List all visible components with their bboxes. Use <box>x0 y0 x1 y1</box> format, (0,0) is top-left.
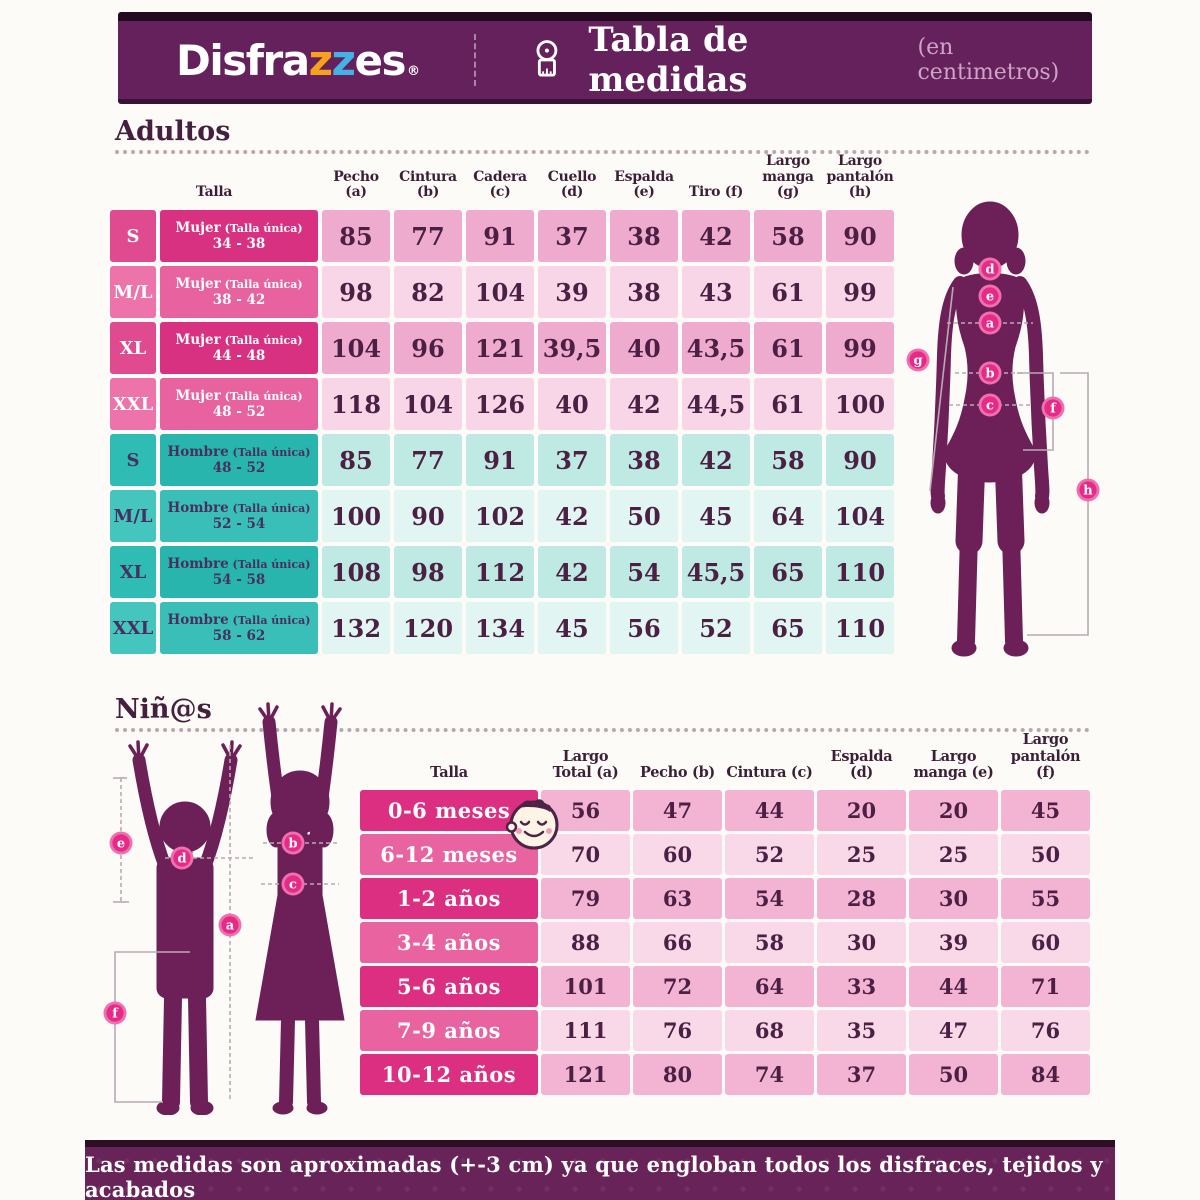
measurement-value: 39 <box>538 266 606 318</box>
measurement-value: 61 <box>754 322 822 374</box>
svg-text:d: d <box>985 262 995 278</box>
measurement-value: 39,5 <box>538 322 606 374</box>
measurement-value: 35 <box>817 1010 906 1051</box>
measurement-value: 84 <box>1001 1054 1090 1095</box>
measurement-value: 33 <box>817 966 906 1007</box>
size-group: Hombre <box>167 499 229 516</box>
measurement-value: 66 <box>633 922 722 963</box>
measurement-value: 79 <box>541 878 630 919</box>
measurement-value: 121 <box>541 1054 630 1095</box>
size-range: 54 - 58 <box>212 572 266 588</box>
measurement-value: 52 <box>725 834 814 875</box>
svg-text:g: g <box>913 353 923 369</box>
size-note: (Talla única) <box>228 613 311 627</box>
size-group-line <box>168 612 311 628</box>
age-label-cell: 1-2 años <box>360 878 538 919</box>
size-cell: M/L <box>110 266 156 318</box>
measurement-value: 110 <box>826 546 894 598</box>
measurement-value: 76 <box>1001 1010 1090 1051</box>
measurement-value: 42 <box>682 210 750 262</box>
footer-note-bar <box>85 1140 1115 1200</box>
measurement-value: 110 <box>826 602 894 654</box>
size-cell: XL <box>110 322 156 374</box>
measurement-value: 68 <box>725 1010 814 1051</box>
measurement-value: 40 <box>610 322 678 374</box>
svg-text:f: f <box>1050 401 1056 417</box>
measurement-value: 77 <box>394 434 462 486</box>
measurement-value: 52 <box>682 602 750 654</box>
size-range: 38 - 42 <box>212 292 266 308</box>
brand-z2: z <box>331 35 355 85</box>
measurement-value: 20 <box>817 790 906 831</box>
kids-size-table <box>360 731 1090 1095</box>
size-group-line <box>175 276 302 292</box>
measurement-value: 40 <box>538 378 606 430</box>
measurement-value: 45 <box>538 602 606 654</box>
measurement-value: 56 <box>610 602 678 654</box>
measurement-value: 132 <box>322 602 390 654</box>
header-bar <box>118 12 1092 104</box>
measurement-value: 90 <box>826 210 894 262</box>
column-header: Largo manga (g) <box>762 152 814 201</box>
measurement-value: 30 <box>909 878 998 919</box>
measurement-value: 50 <box>909 1054 998 1095</box>
measurement-value: 54 <box>610 546 678 598</box>
measure-badge-waist <box>979 362 1002 385</box>
size-label-cell <box>160 266 318 318</box>
size-group-line <box>168 500 311 516</box>
measurement-value: 42 <box>610 378 678 430</box>
measure-badge-sleeve <box>907 349 930 372</box>
measure-badge-chest <box>979 312 1002 335</box>
measurement-value: 25 <box>909 834 998 875</box>
measurement-value: 38 <box>610 210 678 262</box>
measurement-value: 63 <box>633 878 722 919</box>
measure-badge-back <box>979 285 1002 308</box>
measurement-value: 104 <box>826 490 894 542</box>
baby-face-icon <box>505 794 563 852</box>
size-cell: S <box>110 434 156 486</box>
size-range: 48 - 52 <box>212 460 266 476</box>
measurement-value: 85 <box>322 434 390 486</box>
measurement-value: 55 <box>1001 878 1090 919</box>
measurement-value: 43 <box>682 266 750 318</box>
measurement-value: 50 <box>610 490 678 542</box>
kids-badge-chest <box>282 832 305 855</box>
svg-text:b: b <box>288 836 298 852</box>
size-group: Hombre <box>167 611 229 628</box>
column-header: Espalda (d) <box>830 747 893 781</box>
measurement-value: 134 <box>466 602 534 654</box>
measurement-value: 44,5 <box>682 378 750 430</box>
measure-badge-rise <box>1042 397 1065 420</box>
svg-text:c: c <box>986 398 994 414</box>
measurement-value: 85 <box>322 210 390 262</box>
column-header: Cadera (c) <box>473 168 527 201</box>
size-note: (Talla única) <box>220 389 303 403</box>
measurement-value: 98 <box>322 266 390 318</box>
measurement-value: 37 <box>538 434 606 486</box>
measurement-value: 71 <box>1001 966 1090 1007</box>
measurement-value: 82 <box>394 266 462 318</box>
age-label-cell: 3-4 años <box>360 922 538 963</box>
size-label-cell <box>160 602 318 654</box>
kids-badge-sleeve <box>110 832 133 855</box>
svg-text:d: d <box>177 851 187 867</box>
measure-badge-hip <box>979 394 1002 417</box>
column-header: Largo pantalón (h) <box>826 152 894 201</box>
measurement-value: 112 <box>466 546 534 598</box>
age-label-cell: 5-6 años <box>360 966 538 1007</box>
size-label-cell <box>160 210 318 262</box>
measurement-value: 45 <box>1001 790 1090 831</box>
measurement-value: 70 <box>541 834 630 875</box>
measurement-value: 102 <box>466 490 534 542</box>
size-note: (Talla única) <box>220 221 303 235</box>
brand-z1: z <box>308 35 332 85</box>
header-divider <box>474 34 476 86</box>
column-header: Cuello (d) <box>547 168 597 201</box>
measurement-value: 60 <box>1001 922 1090 963</box>
measurement-value: 43,5 <box>682 322 750 374</box>
size-group: Hombre <box>167 555 229 572</box>
size-range: 58 - 62 <box>212 628 266 644</box>
measurement-value: 42 <box>538 490 606 542</box>
measurement-value: 20 <box>909 790 998 831</box>
size-note: (Talla única) <box>220 277 303 291</box>
size-range: 34 - 38 <box>212 236 266 252</box>
measurement-value: 98 <box>394 546 462 598</box>
measurement-value: 58 <box>754 434 822 486</box>
registered-mark: ® <box>406 63 419 79</box>
size-label-cell <box>160 378 318 430</box>
svg-text:a: a <box>985 316 995 332</box>
size-label-cell <box>160 546 318 598</box>
measurement-value: 90 <box>826 434 894 486</box>
size-note: (Talla única) <box>228 557 311 571</box>
size-range: 48 - 52 <box>212 404 266 420</box>
size-note: (Talla única) <box>228 445 311 459</box>
measurement-value: 28 <box>817 878 906 919</box>
measurement-value: 50 <box>1001 834 1090 875</box>
measurement-value: 96 <box>394 322 462 374</box>
size-label-cell <box>160 490 318 542</box>
measurement-value: 45 <box>682 490 750 542</box>
size-cell: XL <box>110 546 156 598</box>
column-header: Talla <box>430 763 468 781</box>
size-group-line <box>168 556 311 572</box>
adults-section-heading <box>115 116 1090 154</box>
size-cell: M/L <box>110 490 156 542</box>
measurement-value: 64 <box>754 490 822 542</box>
age-label-cell: 10-12 años <box>360 1054 538 1095</box>
measurement-value: 39 <box>909 922 998 963</box>
measurement-value: 91 <box>466 210 534 262</box>
measure-badge-neck <box>979 258 1002 281</box>
size-note: (Talla única) <box>228 501 311 515</box>
dotted-divider <box>115 150 1090 154</box>
measurement-value: 58 <box>754 210 822 262</box>
column-header: Largo pantalón (f) <box>1010 731 1081 781</box>
column-header: Pecho (a) <box>333 168 379 201</box>
size-cell: XXL <box>110 602 156 654</box>
page-title: Tabla de medidas <box>588 20 749 100</box>
measurement-value: 76 <box>633 1010 722 1051</box>
measurement-value: 38 <box>610 266 678 318</box>
measurement-value: 44 <box>909 966 998 1007</box>
size-label-cell <box>160 434 318 486</box>
age-label-cell: 7-9 años <box>360 1010 538 1051</box>
svg-text:e: e <box>116 836 126 852</box>
measurement-value: 65 <box>754 602 822 654</box>
measurement-value: 77 <box>394 210 462 262</box>
measurement-value: 126 <box>466 378 534 430</box>
measurement-value: 100 <box>826 378 894 430</box>
kids-title: Niñ@s <box>115 694 212 725</box>
adult-body-silhouette <box>905 195 1105 665</box>
svg-text:f: f <box>112 1006 118 1022</box>
measurement-value: 60 <box>633 834 722 875</box>
measurement-value: 99 <box>826 266 894 318</box>
size-group: Mujer <box>175 387 221 404</box>
measurement-value: 88 <box>541 922 630 963</box>
measurement-value: 90 <box>394 490 462 542</box>
column-header: Largo Total (a) <box>552 747 619 781</box>
column-header: Espalda (e) <box>614 168 674 201</box>
measurement-value: 108 <box>322 546 390 598</box>
measurement-value: 104 <box>466 266 534 318</box>
age-label-cell: 6-12 meses <box>360 834 538 875</box>
footer-note: Las medidas son aproximadas (+-3 cm) ya que engloban todos los disfraces, tejidos y acabados <box>85 1152 1103 1200</box>
brand-logo <box>176 36 418 85</box>
measurement-value: 104 <box>394 378 462 430</box>
measurement-value: 37 <box>817 1054 906 1095</box>
measurement-value: 111 <box>541 1010 630 1051</box>
svg-text:e: e <box>985 289 995 305</box>
size-note: (Talla única) <box>220 333 303 347</box>
measurement-value: 104 <box>322 322 390 374</box>
measurement-value: 80 <box>633 1054 722 1095</box>
size-group: Mujer <box>175 331 221 348</box>
measurement-value: 37 <box>538 210 606 262</box>
kids-badge-back <box>171 847 194 870</box>
size-cell: S <box>110 210 156 262</box>
column-header: Cintura (c) <box>726 763 813 781</box>
adults-title: Adultos <box>115 116 231 147</box>
size-group-line <box>175 388 302 404</box>
svg-text:h: h <box>1083 483 1093 499</box>
measurement-value: 100 <box>322 490 390 542</box>
measurement-value: 121 <box>466 322 534 374</box>
measurement-value: 101 <box>541 966 630 1007</box>
column-header: Pecho (b) <box>640 763 715 781</box>
size-cell: XXL <box>110 378 156 430</box>
measurement-value: 56 <box>541 790 630 831</box>
measurement-value: 64 <box>725 966 814 1007</box>
size-label-cell <box>160 322 318 374</box>
brand-text-end: es <box>354 35 405 85</box>
measurement-value: 47 <box>633 790 722 831</box>
measure-badge-pant <box>1077 479 1100 502</box>
svg-text:b: b <box>985 366 995 382</box>
size-group: Mujer <box>175 219 221 236</box>
measurement-value: 42 <box>682 434 750 486</box>
measurement-value: 65 <box>754 546 822 598</box>
size-range: 44 - 48 <box>212 348 266 364</box>
svg-text:a: a <box>225 918 235 934</box>
measurement-value: 30 <box>817 922 906 963</box>
age-label-cell: 0-6 meses <box>360 790 538 831</box>
measurement-value: 54 <box>725 878 814 919</box>
measurement-value: 120 <box>394 602 462 654</box>
measurement-value: 61 <box>754 266 822 318</box>
size-group-line <box>175 220 302 236</box>
measurement-value: 91 <box>466 434 534 486</box>
column-header: Cintura (b) <box>399 168 457 201</box>
measurement-value: 99 <box>826 322 894 374</box>
measurement-value: 58 <box>725 922 814 963</box>
kids-body-silhouettes <box>95 690 355 1115</box>
size-group: Hombre <box>167 443 229 460</box>
svg-text:c: c <box>289 877 297 893</box>
measurement-value: 45,5 <box>682 546 750 598</box>
size-group-line <box>175 332 302 348</box>
column-header: Tiro (f) <box>688 184 744 201</box>
kids-badge-total <box>219 914 242 937</box>
column-header-talla: Talla <box>195 184 233 201</box>
size-group-line <box>168 444 311 460</box>
measurement-value: 38 <box>610 434 678 486</box>
measurement-value: 42 <box>538 546 606 598</box>
kids-badge-pant <box>104 1002 127 1025</box>
size-range: 52 - 54 <box>212 516 266 532</box>
measurement-value: 25 <box>817 834 906 875</box>
page-subtitle: (en centimetros) <box>917 35 1060 85</box>
measurement-value: 74 <box>725 1054 814 1095</box>
tape-measure-icon <box>528 38 566 82</box>
brand-text: Disfra <box>176 35 309 85</box>
column-header: Largo manga (e) <box>913 747 994 781</box>
measurement-value: 72 <box>633 966 722 1007</box>
adults-size-table <box>110 152 894 654</box>
measurement-value: 44 <box>725 790 814 831</box>
size-group: Mujer <box>175 275 221 292</box>
kids-badge-waist <box>282 873 305 896</box>
measurement-value: 47 <box>909 1010 998 1051</box>
measurement-value: 118 <box>322 378 390 430</box>
measurement-value: 61 <box>754 378 822 430</box>
